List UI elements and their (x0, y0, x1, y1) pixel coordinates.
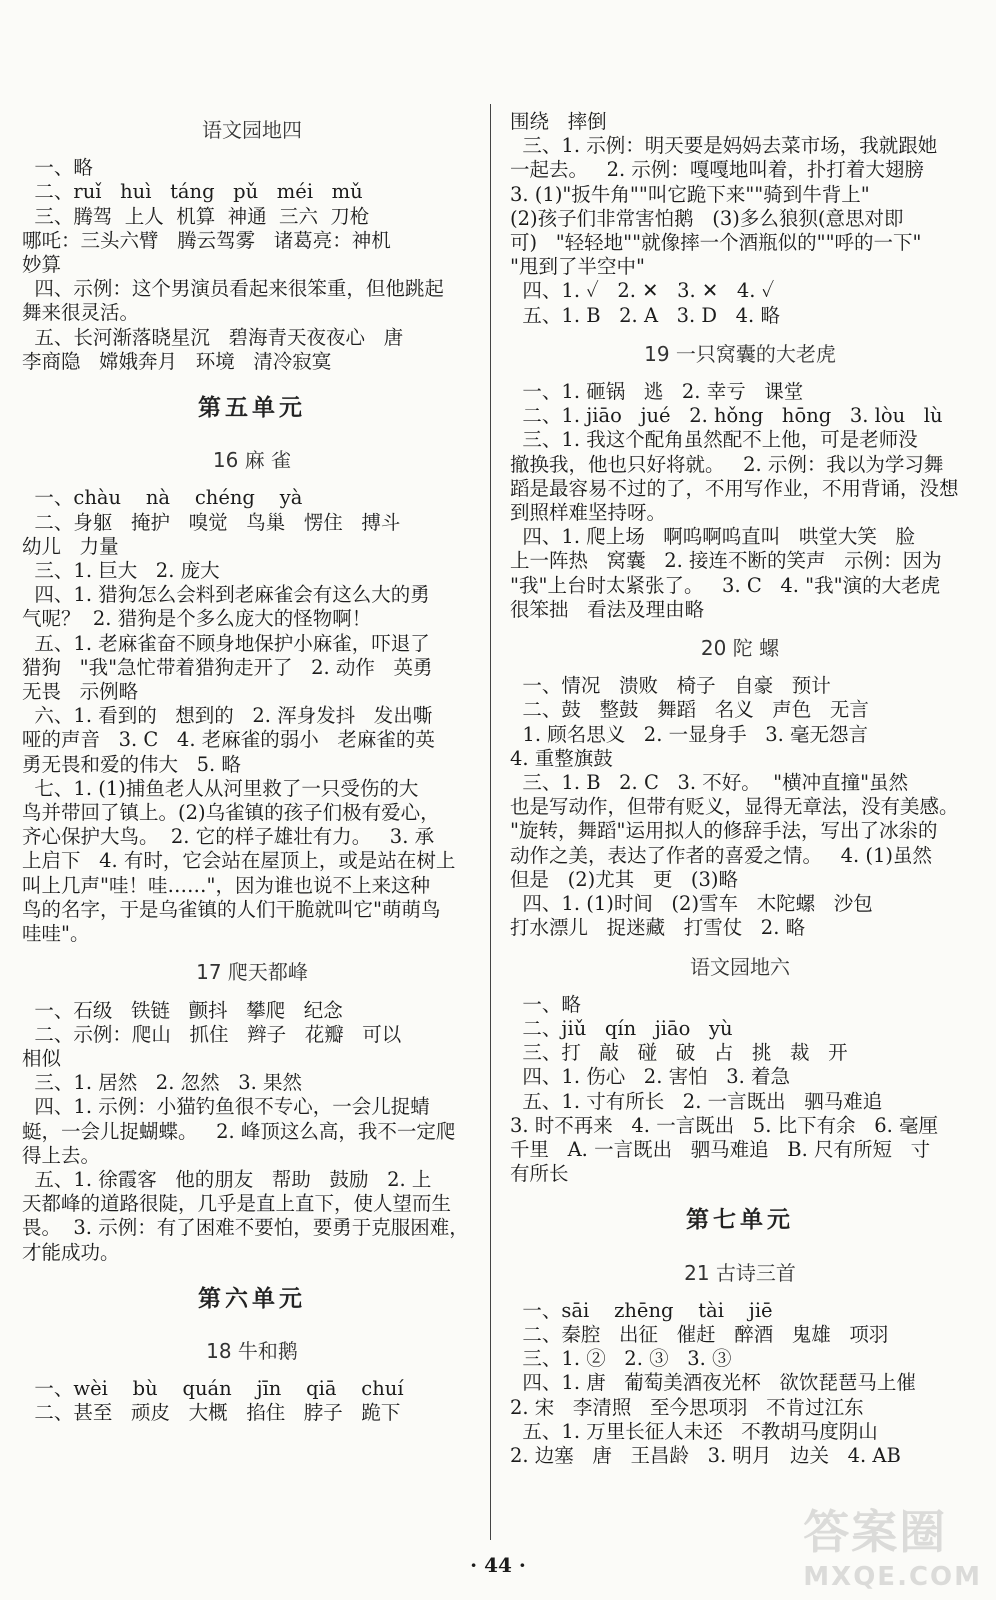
answer-line: 四、1. 唐 葡萄美酒夜光杯 欲饮琵琶马上催 (510, 1371, 916, 1395)
answer-line: 可) "轻轻地""就像摔一个酒瓶似的""呼的一下" (510, 231, 922, 255)
spacer (22, 472, 482, 486)
section-heading: 16 麻 雀 (212, 448, 292, 473)
answer-line: 三、1. 巨大 2. 庞大 (22, 559, 220, 583)
answer-line: 二、甚至 顽皮 大概 掐住 脖子 跪下 (22, 1401, 401, 1425)
answer-line: 一、略 (510, 992, 581, 1016)
answer-line: 一、1. 砸锅 逃 2. 幸亏 课堂 (510, 380, 804, 404)
answer-line: 四、1. 爬上场 啊呜啊呜直叫 哄堂大笑 脸 (510, 525, 915, 549)
answer-line: 蹈是最容易不过的了，不用写作业，不用背诵，没想 (510, 476, 959, 500)
section-heading: 20 陀 螺 (700, 636, 780, 661)
answer-line: 四、1. ✓ 2. ✕ 3. ✕ 4. ✓ (510, 279, 775, 303)
answer-line: 三、1. 居然 2. 忽然 3. 果然 (22, 1071, 303, 1095)
answer-line: 四、1. 示例：小猫钓鱼很不专心，一会儿捉蜻 (22, 1095, 430, 1119)
answer-line: 2. 宋 李清照 至今思项羽 不肯过江东 (510, 1395, 864, 1419)
answer-line: 1. 顾名思义 2. 一显身手 3. 毫无怨言 (510, 722, 869, 746)
answer-line: 齐心保护大鸟。 2. 它的样子雄壮有力。 3. 承 (22, 825, 435, 849)
answer-line: 但是 (2)尤其 更 (3)略 (510, 867, 739, 891)
spacer (22, 946, 482, 960)
answer-line: 三、1. 我这个配角虽然配不上他，可是老师没 (510, 428, 918, 452)
answer-line: 五、长河渐落晓星沉 碧海青天夜夜心 唐 (22, 325, 404, 349)
answer-line: 上一阵热 窝囊 2. 接连不断的笑声 示例：因为 (510, 549, 942, 573)
answer-line: 妙算 (22, 253, 62, 277)
answer-line: 2. 边塞 唐 王昌龄 3. 明月 边关 4. AB (510, 1443, 901, 1467)
watermark-url: MXQE.COM (803, 1562, 982, 1592)
answer-line: 六、1. 看到的 想到的 2. 浑身发抖 发出嘶 (22, 704, 433, 728)
spacer (510, 622, 970, 636)
answer-line: 也是写动作，但带有贬义，显得无章法，没有美感。 (510, 795, 959, 819)
answer-line: 哑的声音 3. C 4. 老麻雀的弱小 老麻雀的英 (22, 728, 435, 752)
answer-line: 四、1. 伤心 2. 害怕 3. 着急 (510, 1065, 791, 1089)
spacer (510, 328, 970, 342)
answer-line: 鸟并带回了镇上。(2)乌雀镇的孩子们极有爱心， (22, 801, 440, 825)
answer-line: 一、情况 溃败 椅子 自豪 预计 (510, 674, 831, 698)
answer-line: 三、1. ② 2. ③ 3. ③ (510, 1347, 732, 1371)
answer-line: 鸟的名字，于是乌雀镇的人们干脆就叫它"萌萌鸟 (22, 897, 441, 921)
answer-line: 打水漂儿 捉迷藏 打雪仗 2. 略 (510, 916, 806, 940)
right-column (510, 110, 970, 1468)
answer-line: 勇无畏和爱的伟大 5. 略 (22, 752, 241, 776)
spacer (510, 660, 970, 674)
answer-line: 七、1. (1)捕鱼老人从河里救了一只受伤的大 (22, 776, 419, 800)
answer-line: 动作之美，表达了作者的喜爱之情。 4. (1)虽然 (510, 843, 933, 867)
answer-line: 四、1. 猎狗怎么会料到老麻雀会有这么大的勇 (22, 583, 430, 607)
answer-line: 二、ruǐ huì táng pǔ méi mǔ (22, 180, 363, 204)
answer-line: 二、身躯 掩护 嗅觉 鸟巢 愣住 搏斗 (22, 510, 401, 534)
answer-line: 撤换我，他也只好将就。 2. 示例：我以为学习舞 (510, 452, 944, 476)
answer-line: 二、jiǔ qín jiāo yù (510, 1016, 733, 1040)
spacer (22, 1325, 482, 1339)
answer-line: 相似 (22, 1046, 62, 1070)
answer-line: 哇哇"。 (22, 922, 90, 946)
section-heading: 19 一只窝囊的大老虎 (644, 341, 836, 366)
answer-line: 三、1. 示例：明天要是妈妈去菜市场，我就跟她 (510, 134, 938, 158)
answer-line: 一起去。 2. 示例：嘎嘎地叫着，扑打着大翅膀 (510, 158, 924, 182)
answer-line: 五、1. B 2. A 3. D 4. 略 (510, 303, 780, 327)
unit-title: 第六单元 (198, 1284, 306, 1312)
answer-line: 围绕 摔倒 (510, 110, 607, 133)
page-number: · 44 · (470, 1553, 526, 1577)
spacer (510, 1247, 970, 1261)
site-watermark (803, 1496, 982, 1592)
answer-line: 一、sāi zhēng tài jiē (510, 1298, 773, 1322)
answer-line: 天都峰的道路很陡，几乎是直上直下，使人望而生 (22, 1192, 452, 1216)
answer-line: 二、示例：爬山 抓住 辫子 花瓣 可以 (22, 1022, 402, 1046)
column-divider (490, 104, 491, 1540)
spacer (510, 366, 970, 380)
answer-line: 才能成功。 (22, 1240, 120, 1264)
answer-line: 得上去。 (22, 1143, 101, 1167)
answer-line: 千里 A. 一言既出 驷马难追 B. 尺有所短 寸 (510, 1137, 931, 1161)
answer-line: (2)孩子们非常害怕鹅 (3)多么狼狈(意思对即 (510, 206, 904, 230)
answer-line: 叫上几声"哇！哇……"，因为谁也说不上来这种 (22, 873, 430, 897)
answer-line: 二、1. jiāo jué 2. hǒng hōng 3. lòu lù (510, 404, 943, 428)
answer-line: 四、示例：这个男演员看起来很笨重，但他跳起 (22, 277, 444, 301)
unit-title: 第七单元 (686, 1206, 794, 1234)
spacer (22, 985, 482, 999)
unit-title: 第五单元 (198, 394, 306, 422)
spacer (22, 420, 482, 434)
answer-line: 李商隐 嫦娥奔月 环境 清冷寂寞 (22, 349, 332, 373)
section-heading: 语文园地六 (690, 954, 790, 979)
spacer (22, 142, 482, 156)
spacer (22, 1265, 482, 1287)
answer-line: 3. (1)"扳牛角""叫它跪下来""骑到牛背上" (510, 182, 870, 206)
answer-line: 二、秦腔 出征 催赶 醉酒 鬼雄 项羽 (510, 1322, 889, 1346)
answer-line: 哪吒：三头六臂 腾云驾雾 诸葛亮：神机 (22, 228, 391, 252)
answer-line: 猎狗 "我"急忙带着猎狗走开了 2. 动作 英勇 (22, 655, 433, 679)
spacer (510, 979, 970, 993)
answer-line: 五、1. 徐霞客 他的朋友 帮助 鼓励 2. 上 (22, 1167, 432, 1191)
spacer (22, 374, 482, 396)
section-heading: 18 牛和鹅 (206, 1338, 298, 1363)
spacer (510, 1186, 970, 1208)
answer-line: 三、1. B 2. C 3. 不好。 "横冲直撞"虽然 (510, 771, 909, 795)
answer-line: 畏。 3. 示例：有了困难不要怕，要勇于克服困难， (22, 1216, 469, 1240)
answer-line: 上启下 4. 有时，它会站在屋顶上，或是站在树上 (22, 849, 456, 873)
spacer (22, 434, 482, 448)
answer-line: 三、打 敲 碰 破 占 挑 裁 开 (510, 1041, 848, 1065)
answer-line: 到照样难坚持呀。 (510, 501, 667, 525)
answer-line: 五、1. 寸有所长 2. 一言既出 驷马难追 (510, 1089, 883, 1113)
watermark-text: 答案圈 (803, 1505, 948, 1559)
section-heading: 21 古诗三首 (684, 1260, 796, 1285)
answer-line: 很笨拙 看法及理由略 (510, 597, 705, 621)
answer-line: 4. 重整旗鼓 (510, 746, 613, 770)
answer-line: 气呢？ 2. 猎狗是个多么庞大的怪物啊！ (22, 607, 372, 631)
spacer (510, 1285, 970, 1299)
section-heading: 17 爬天都峰 (196, 960, 308, 985)
answer-line: 无畏 示例略 (22, 680, 139, 704)
answer-line: 三、腾驾 上人 机算 神通 三六 刀枪 (22, 204, 370, 228)
spacer (22, 1363, 482, 1377)
answer-line: 舞来很灵活。 (22, 301, 140, 325)
spacer (22, 1311, 482, 1325)
answer-line: 二、鼓 整鼓 舞蹈 名义 声色 无言 (510, 698, 869, 722)
answer-line: 蜓，一会儿捉蝴蝶。 2. 峰顶这么高，我不一定爬 (22, 1119, 456, 1143)
answer-line: 有所长 (510, 1162, 569, 1186)
left-column (22, 118, 482, 1426)
answer-line: "甩到了半空中" (510, 255, 645, 279)
answer-line: 五、1. 老麻雀奋不顾身地保护小麻雀，吓退了 (22, 631, 430, 655)
answer-line: 一、chàu nà chéng yà (22, 486, 303, 510)
answer-line: 一、wèi bù quán jīn qiā chuí (22, 1377, 404, 1401)
answer-line: "旋转，舞蹈"运用拟人的修辞手法，写出了冰尜的 (510, 819, 938, 843)
spacer (510, 1233, 970, 1247)
answer-line: 3. 时不再来 4. 一言既出 5. 比下有余 6. 毫厘 (510, 1113, 939, 1137)
section-heading: 语文园地四 (202, 118, 302, 142)
answer-line: 幼儿 力量 (22, 534, 119, 558)
spacer (510, 941, 970, 955)
answer-line: 一、略 (22, 156, 93, 180)
answer-line: 五、1. 万里长征人未还 不教胡马度阴山 (510, 1419, 878, 1443)
answer-line: "我"上台时太紧张了。 3. C 4. "我"演的大老虎 (510, 573, 941, 597)
answer-line: 四、1. (1)时间 (2)雪车 木陀螺 沙包 (510, 892, 873, 916)
answer-line: 一、石级 铁链 颤抖 攀爬 纪念 (22, 998, 343, 1022)
